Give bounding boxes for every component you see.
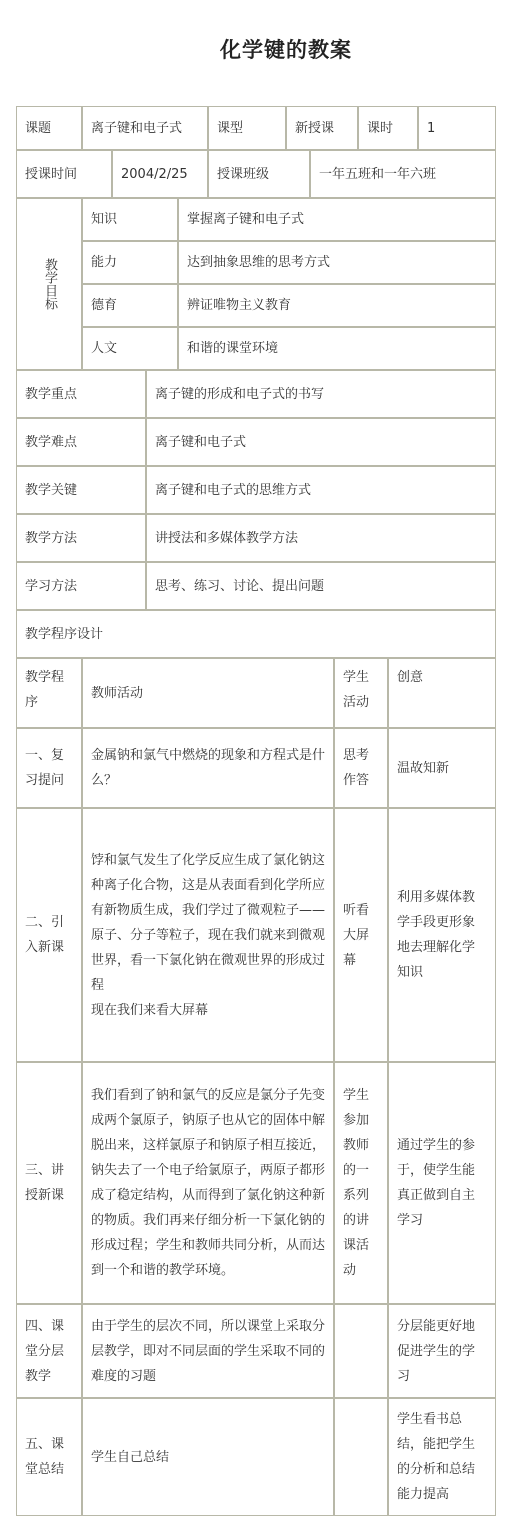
program-teacher: 饽和氯气发生了化学反应生成了氯化钠这种离子化合物，这是从表面看到化学所应有新物质生成，我们学过了微观粒子——原子、分子等粒子，现在我们就来到微观世界，看一下氯化钠在微观世界的形成过程 现在我们来看大屏幕 (82, 808, 334, 1062)
program-step: 五、课堂总结 (16, 1398, 82, 1516)
program-teacher: 我们看到了钠和氯气的反应是氯分子先变成两个氯原子，钠原子也从它的固体中解脱出来，这样氯原子和钠原子相互接近，钠失去了一个电子给氯原子，两原子都形成了稳定结构，从而得到了氯化钠这种新的物质。我们再来仔细分析一下氯化钠的形成过程；学生和教师共同分析，从而达到一个和谐的教学环境。 (82, 1062, 334, 1304)
goal-value: 和谐的课堂环境 (178, 327, 496, 370)
program-teacher: 学生自己总结 (82, 1398, 334, 1516)
program-idea: 通过学生的参于，使学生能真正做到自主学习 (388, 1062, 496, 1304)
goal-label: 能力 (82, 241, 178, 284)
goal-value: 辨证唯物主义教育 (178, 284, 496, 327)
info-value: 离子键和电子式 (146, 418, 496, 466)
lesson-plan-table (16, 106, 496, 1516)
program-student (334, 1304, 388, 1398)
info-label: 教学重点 (16, 370, 146, 418)
topic-value: 离子键和电子式 (82, 106, 208, 150)
program-idea: 温故知新 (388, 728, 496, 808)
program-step: 二、引入新课 (16, 808, 82, 1062)
info-label: 教学方法 (16, 514, 146, 562)
program-step: 三、讲授新课 (16, 1062, 82, 1304)
date-value: 2004/2/25 (112, 150, 208, 198)
goal-value: 达到抽象思维的思考方式 (178, 241, 496, 284)
info-value: 思考、练习、讨论、提出问题 (146, 562, 496, 610)
program-idea: 利用多媒体教学手段更形象地去理解化学知识 (388, 808, 496, 1062)
info-label: 教学难点 (16, 418, 146, 466)
info-value: 讲授法和多媒体教学方法 (146, 514, 496, 562)
topic-label: 课题 (16, 106, 82, 150)
goal-value: 掌握离子键和电子式 (178, 198, 496, 241)
program-step: 四、课堂分层教学 (16, 1304, 82, 1398)
info-label: 教学关键 (16, 466, 146, 514)
program-header-student: 学生活动 (334, 658, 388, 728)
info-label: 学习方法 (16, 562, 146, 610)
type-value: 新授课 (286, 106, 358, 150)
program-header-teacher: 教师活动 (82, 658, 334, 728)
goal-label: 知识 (82, 198, 178, 241)
class-value: 一年五班和一年六班 (310, 150, 496, 198)
program-student: 听看大屏幕 (334, 808, 388, 1062)
goal-label: 人文 (82, 327, 178, 370)
program-teacher: 金属钠和氯气中燃烧的现象和方程式是什么？ (82, 728, 334, 808)
goal-label: 德育 (82, 284, 178, 327)
program-title: 教学程序设计 (16, 610, 496, 658)
page-title: 化学键的教案 (220, 38, 352, 62)
hours-value: 1 (418, 106, 496, 150)
hours-label: 课时 (358, 106, 418, 150)
program-header-step: 教学程序 (16, 658, 82, 728)
info-value: 离子键的形成和电子式的书写 (146, 370, 496, 418)
program-student (334, 1398, 388, 1516)
program-student: 学生参加教师的一系列的讲课活动 (334, 1062, 388, 1304)
program-teacher: 由于学生的层次不同，所以课堂上采取分层教学，即对不同层面的学生采取不同的难度的习题 (82, 1304, 334, 1398)
program-idea: 分层能更好地促进学生的学习 (388, 1304, 496, 1398)
goals-label: 教学目标 (16, 198, 82, 370)
program-idea: 学生看书总结，能把学生的分析和总结能力提高 (388, 1398, 496, 1516)
date-label: 授课时间 (16, 150, 112, 198)
info-value: 离子键和电子式的思维方式 (146, 466, 496, 514)
program-header-idea: 创意 (388, 658, 496, 728)
program-step: 一、复习提问 (16, 728, 82, 808)
class-label: 授课班级 (208, 150, 310, 198)
program-student: 思考作答 (334, 728, 388, 808)
type-label: 课型 (208, 106, 286, 150)
